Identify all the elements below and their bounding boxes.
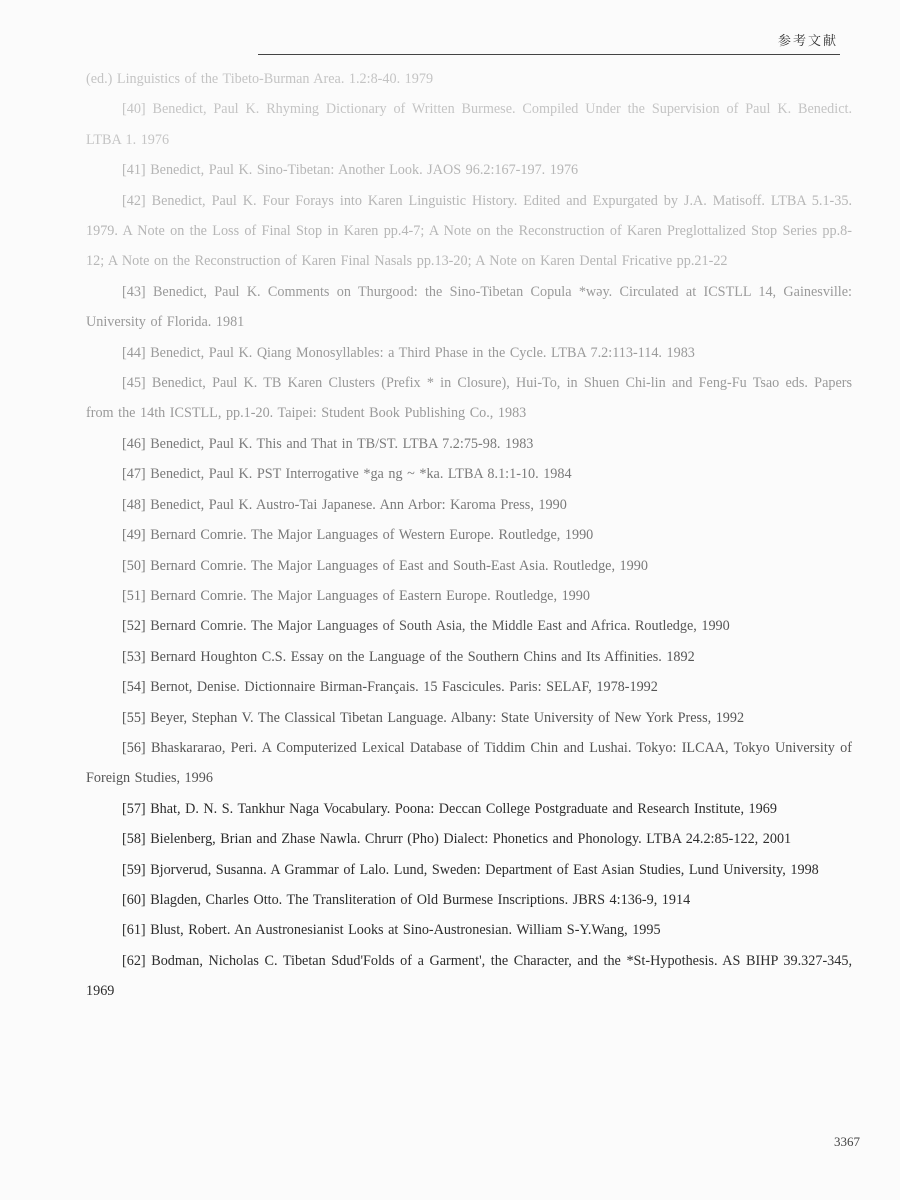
reference-entry: [40] Benedict, Paul K. Rhyming Dictionary of Written Burmese. Compiled Under the Supervision of Paul K. Benedict. LTBA 1. 1976	[86, 101, 852, 148]
header-rule	[258, 54, 840, 55]
reference-entry: (ed.) Linguistics of the Tibeto-Burman Area. 1.2:8-40. 1979	[86, 71, 434, 87]
reference-entry: [48] Benedict, Paul K. Austro-Tai Japanese. Ann Arbor: Karoma Press, 1990	[122, 496, 567, 513]
reference-entry: [53] Bernard Houghton C.S. Essay on the Language of the Southern Chins and Its Affinities. 1892	[122, 648, 695, 665]
reference-entry: [54] Bernot, Denise. Dictionnaire Birman-Français. 15 Fascicules. Paris: SELAF, 1978-1992	[122, 679, 658, 696]
reference-entry: [57] Bhat, D. N. S. Tankhur Naga Vocabulary. Poona: Deccan College Postgraduate and Research Institute, 1969	[122, 800, 777, 817]
reference-entry: [41] Benedict, Paul K. Sino-Tibetan: Another Look. JAOS 96.2:167-197. 1976	[122, 162, 579, 179]
reference-entry: [43] Benedict, Paul K. Comments on Thurgood: the Sino-Tibetan Copula *wəy. Circulated at ICSTLL 14, Gainesville: University of Florida. 1981	[86, 283, 852, 331]
reference-entry: [59] Bjorverud, Susanna. A Grammar of Lalo. Lund, Sweden: Department of East Asian Studies, Lund University, 1998	[122, 861, 819, 878]
running-head: 参考文献	[777, 33, 838, 48]
reference-entry: [58] Bielenberg, Brian and Zhase Nawla. Chrurr (Pho) Dialect: Phonetics and Phonology. LTBA 24.2:85-122, 2001	[122, 831, 792, 848]
reference-entry: [42] Benedict, Paul K. Four Forays into Karen Linguistic History. Edited and Expurgated by J.A. Matisoff. LTBA 5.1-35. 1979. A Note on the Loss of Final Stop in Karen pp.4-7; A Note on the Reconstruction of Karen Preglottalized Stop Series pp.8-12; A Note on the Reconstruction of Karen Final Nasals pp.13-20; A Note on Karen Dental Fricative pp.21-22	[86, 192, 853, 270]
reference-entry: [56] Bhaskararao, Peri. A Computerized Lexical Database of Tiddim Chin and Lushai. Tokyo: ILCAA, Tokyo University of Foreign Studies, 1996	[86, 739, 852, 787]
reference-entry: [61] Blust, Robert. An Austronesianist Looks at Sino-Austronesian. William S-Y.Wang, 1995	[122, 922, 661, 939]
reference-entry: [52] Bernard Comrie. The Major Languages of South Asia, the Middle East and Africa. Routledge, 1990	[122, 618, 730, 635]
reference-entry: [51] Bernard Comrie. The Major Languages of Eastern Europe. Routledge, 1990	[122, 587, 590, 604]
page-number: 3367	[834, 1134, 860, 1149]
reference-entry: [55] Beyer, Stephan V. The Classical Tibetan Language. Albany: State University of New York Press, 1992	[122, 709, 745, 726]
reference-list	[86, 64, 852, 1007]
reference-entry: [60] Blagden, Charles Otto. The Transliteration of Old Burmese Inscriptions. JBRS 4:136-9, 1914	[122, 891, 691, 908]
reference-entry: [62] Bodman, Nicholas C. Tibetan Sdud'Folds of a Garment', the Character, and the *St-Hypothesis. AS BIHP 39.327-345, 1969	[86, 952, 853, 1000]
reference-entry: [45] Benedict, Paul K. TB Karen Clusters (Prefix * in Closure), Hui-To, in Shuen Chi-lin and Feng-Fu Tsao eds. Papers from the 14th ICSTLL, pp.1-20. Taipei: Student Book Publishing Co., 1983	[86, 375, 853, 422]
reference-entry: [50] Bernard Comrie. The Major Languages of East and South-East Asia. Routledge, 1990	[122, 557, 648, 574]
reference-entry: [46] Benedict, Paul K. This and That in TB/ST. LTBA 7.2:75-98. 1983	[122, 435, 534, 452]
reference-entry: [49] Bernard Comrie. The Major Languages of Western Europe. Routledge, 1990	[122, 527, 594, 544]
reference-entry: [44] Benedict, Paul K. Qiang Monosyllables: a Third Phase in the Cycle. LTBA 7.2:113-114. 1983	[122, 344, 695, 361]
reference-entry: [47] Benedict, Paul K. PST Interrogative *ga ng ~ *ka. LTBA 8.1:1-10. 1984	[122, 466, 572, 483]
